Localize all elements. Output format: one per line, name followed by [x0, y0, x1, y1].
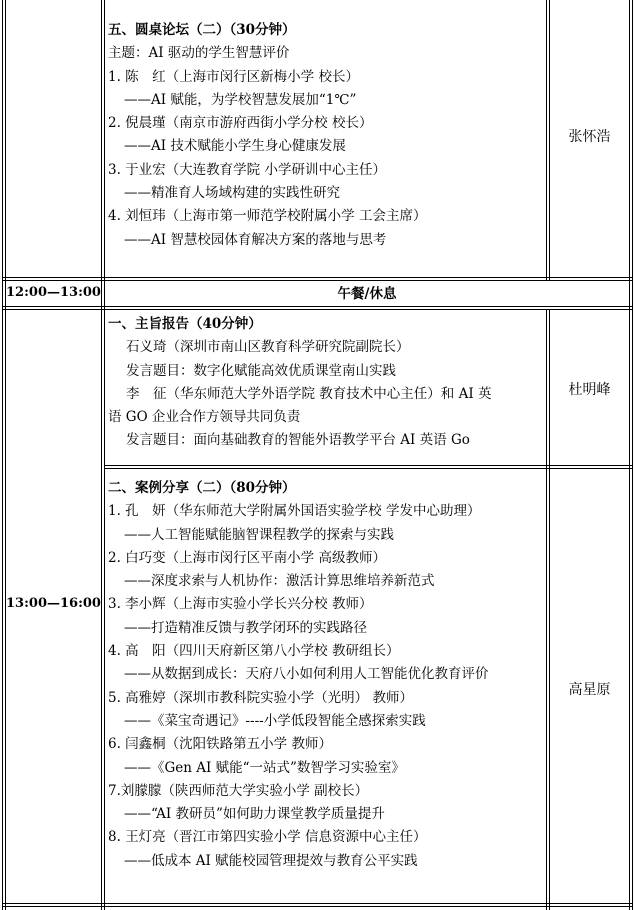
border-col2-a — [546, 0, 547, 280]
case-speaker: 1. 孔 妍（华东师范大学附属外国语实验学校 学发中心助理） — [108, 503, 481, 520]
case-talk: ——人工智能赋能脑智课程教学的探索与实践 — [124, 526, 394, 543]
border-lunch-bottom-b — [2, 309, 633, 310]
keynote-heading: 一、主旨报告（40分钟） — [108, 316, 262, 332]
cases-chair: 高星原 — [568, 682, 611, 698]
roundtable-speaker: 2. 倪晨瑾（南京市游府西街小学分校 校长） — [108, 115, 373, 132]
case-speaker: 2. 白巧变（上海市闵行区平南小学 高级教师） — [108, 549, 386, 566]
border-row1-bottom-b — [2, 280, 633, 281]
roundtable-heading: 五、圆桌论坛（二）（30分钟） — [108, 22, 296, 38]
case-talk: ——《菜宝奇遇记》----小学低段智能全感探索实践 — [124, 712, 426, 729]
border-row1-bottom-a — [2, 277, 633, 278]
keynote-line: 发言题目：数字化赋能高效优质课堂南山实践 — [126, 362, 396, 379]
keynote-line: 语 GO 企业合作方领导共同负责 — [108, 409, 301, 426]
cases-heading: 二、案例分享（二）（80分钟） — [108, 480, 296, 496]
roundtable-section — [108, 19, 426, 252]
keynote-line: 发言题目：面向基础教育的智能外语教学平台 AI 英语 Go — [126, 432, 470, 449]
case-talk: ——从数据到成长：天府八小如何利用人工智能优化教育评价 — [124, 666, 489, 683]
case-speaker: 8. 王灯亮（晋江市第四实验小学 信息资源中心主任） — [108, 829, 427, 846]
roundtable-chair: 张怀浩 — [568, 129, 611, 145]
border-col1-a — [101, 0, 102, 910]
border-right-outer — [632, 0, 633, 910]
case-speaker: 4. 高 阳（四川天府新区第八小学校 教研组长） — [108, 643, 400, 660]
border-right-inner — [629, 0, 630, 910]
roundtable-talk: ——精准育人场域构建的实践性研究 — [124, 185, 340, 202]
case-speaker: 5. 高雅婷（深圳市教科院实验小学（光明） 教师） — [108, 689, 413, 706]
border-left-outer — [2, 0, 3, 910]
border-col1-b — [104, 0, 105, 910]
border-keynote-bottom-b — [104, 468, 633, 469]
roundtable-talk: ——AI 技术赋能小学生身心健康发展 — [124, 138, 346, 155]
case-talk: ——深度求索与人机协作：激活计算思维培养新范式 — [124, 573, 435, 590]
keynote-line: 石义琦（深圳市南山区教育科学研究院副院长） — [126, 339, 410, 356]
roundtable-talk: ——AI 赋能，为学校智慧发展加“1℃” — [124, 91, 357, 108]
roundtable-talk: ——AI 智慧校园体育解决方案的落地与思考 — [124, 231, 387, 248]
lunch-label: 午餐/休息 — [337, 286, 397, 302]
case-talk: ——低成本 AI 赋能校园管理提效与教育公平实践 — [124, 852, 418, 869]
roundtable-speaker: 3. 于业宏（大连教育学院 小学研训中心主任） — [108, 161, 386, 178]
roundtable-speaker: 4. 刘恒玮（上海市第一师范学校附属小学 工会主席） — [108, 208, 427, 225]
border-left-inner — [5, 0, 6, 910]
lunch-time: 12:00—13:00 — [6, 285, 101, 300]
case-speaker: 7.刘朦朦（陕西师范大学实验小学 副校长） — [108, 782, 369, 799]
border-bottom-b — [2, 906, 633, 907]
keynote-chair: 杜明峰 — [568, 382, 611, 398]
keynote-line: 李 征（华东师范大学外语学院 教育技术中心主任）和 AI 英 — [126, 385, 492, 402]
case-talk: ——《Gen AI 赋能“一站式”数智学习实验室》 — [124, 759, 405, 776]
case-speaker: 3. 李小辉（上海市实验小学长兴分校 教师） — [108, 596, 373, 613]
afternoon-time: 13:00—16:00 — [6, 596, 101, 611]
keynote-section — [108, 313, 491, 453]
border-col2-c — [546, 309, 547, 910]
border-chair-split-a — [549, 465, 633, 466]
border-col2-d — [549, 309, 550, 910]
cases-section — [108, 477, 489, 873]
roundtable-topic: 主题：AI 驱动的学生智慧评价 — [108, 45, 290, 62]
border-bottom-a — [2, 903, 633, 904]
roundtable-speaker: 1. 陈 红（上海市闵行区新梅小学 校长） — [108, 68, 359, 85]
case-talk: ——打造精准反馈与教学闭环的实践路径 — [124, 619, 367, 636]
case-talk: ——“AI 教研员”如何助力课堂教学质量提升 — [124, 806, 385, 823]
case-speaker: 6. 闫鑫桐（沈阳铁路第五小学 教师） — [108, 736, 332, 753]
